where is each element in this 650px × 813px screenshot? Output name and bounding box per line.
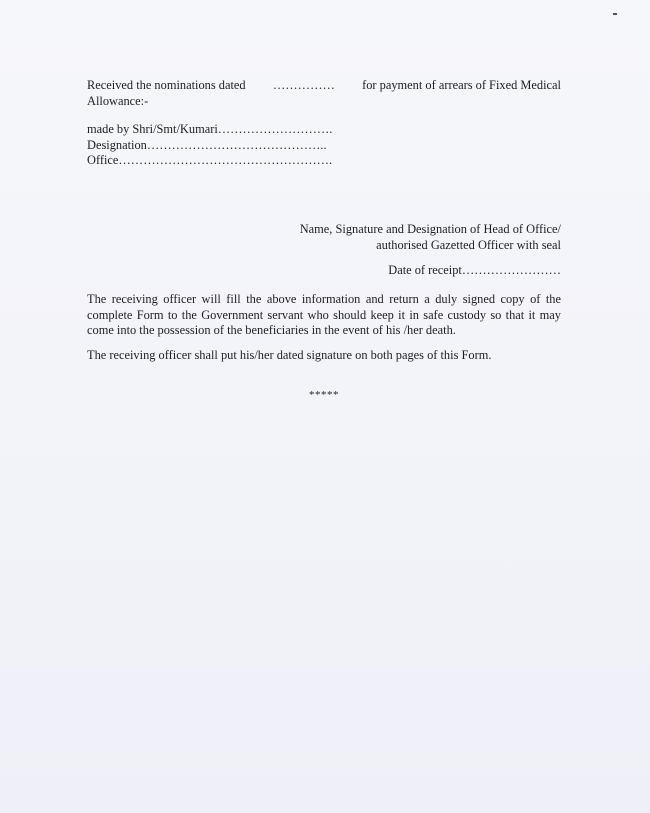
signature-line-2: authorised Gazetted Officer with seal — [376, 237, 561, 252]
received-text: Received the nominations dated — [87, 78, 246, 92]
end-marker: ***** — [309, 389, 339, 401]
signature-instruction: The receiving officer shall put his/her dated signature on both pages of this Form. — [87, 348, 492, 362]
signature-block — [87, 222, 561, 253]
date-of-receipt: Date of receipt…………………… — [388, 263, 561, 277]
scan-mark — [613, 13, 617, 15]
instruction-paragraph: The receiving officer will fill the above information and return a duly signed copy of the complete Form to the Government servant who should keep it in safe custody so that it may come into the possession of the beneficiaries in the event of his /her death. — [87, 292, 561, 337]
nominator-details — [87, 122, 561, 169]
received-purpose-text: for payment of arrears of Fixed Medical — [362, 78, 561, 92]
received-nominations-paragraph — [87, 78, 561, 109]
signature-line-1: Name, Signature and Designation of Head of Office/ — [299, 222, 561, 236]
received-date-dots: …………… — [272, 78, 335, 92]
made-by-field: made by Shri/Smt/Kumari………………………. — [87, 122, 333, 136]
office-field: Office……………………………………………. — [87, 153, 333, 167]
designation-field: Designation…………………………………….. — [87, 137, 327, 152]
received-line-1 — [87, 78, 561, 94]
received-line-2: Allowance:- — [87, 93, 149, 108]
